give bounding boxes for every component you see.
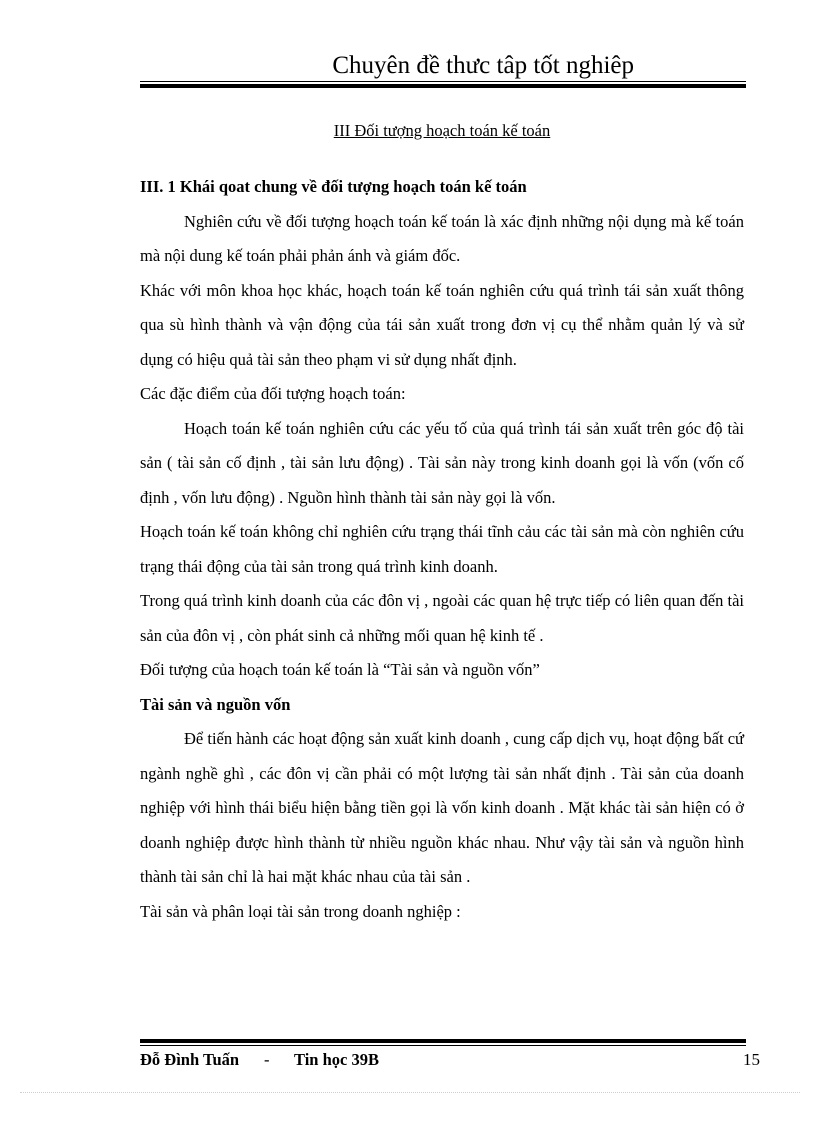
footer-rule-thin xyxy=(140,1045,746,1046)
paragraph: Đối tượng của hoạch toán kế toán là “Tài sản và nguồn vốn” xyxy=(140,660,540,679)
subsection-title: Tài sản và nguồn vốn xyxy=(140,694,291,714)
section-title: III Đối tượng hoạch toán kế toán xyxy=(333,121,551,140)
paragraph: Nghiên cứu về đối tượng hoạch toán kế toán là xác định những nội dụng mà kế toán mà nội dung kế toán phải phản ánh và giám đốc. xyxy=(140,211,744,265)
paragraph: Khác với môn khoa học khác, hoạch toán kế toán nghiên cứu quá trình tái sản xuất thông qua sù hình thành và vận động của tái sản xuất trong đơn vị cụ thể nhằm quản lý và sử dụng có hiệu quả tài sản theo phạm vi sử dụng nhất định. xyxy=(140,280,744,369)
paragraph: Các đặc điểm của đối tượng hoạch toán: xyxy=(140,384,406,403)
page-bottom-border xyxy=(20,1092,800,1093)
subheading: III. 1 Khái qoat chung về đối tượng hoạch toán kế toán xyxy=(140,177,527,196)
document-body xyxy=(140,112,744,929)
header-title: Chuyên đề thưc tâp tốt nghiêp xyxy=(332,52,634,79)
header-rule-thick xyxy=(140,84,746,88)
paragraph: Trong quá trình kinh doanh của các đôn vị , ngoài các quan hệ trực tiếp có liên quan đến tài sản của đôn vị , còn phát sinh cả những mối quan hệ kinh tế . xyxy=(140,591,744,645)
paragraph: Để tiến hành các hoạt động sản xuất kinh doanh , cung cấp dịch vụ, hoạt động bất cứ ngành nghề ghì , các đôn vị cần phải có một lượng tài sản nhất định . Tài sản của doanh nghiệp với hình thái biểu hiện bằng tiền gọi là vốn kinh doanh . Mặt khác tài sản hiện có ở doanh nghiệp được hình thành từ nhiều nguồn khác nhau. Như vậy tài sản và nguồn hình thành tài sản chỉ là hai mặt khác nhau của tài sản . xyxy=(140,729,744,886)
footer-separator: - xyxy=(264,1050,270,1069)
paragraph: Hoạch toán kế toán nghiên cứu các yếu tố của quá trình tái sản xuất trên góc độ tài sản ( tài sản cố định , tài sản lưu động) . Tài sản này trong kinh doanh gọi là vốn (vốn cố định , vốn lưu động) . Nguồn hình thành tài sản này gọi là vốn. xyxy=(140,418,744,507)
paragraph: Hoạch toán kế toán không chỉ nghiên cứu trạng thái tĩnh cảu các tài sản mà còn nghiên cứu trạng thái động của tài sản trong quá trình kinh doanh. xyxy=(140,522,744,576)
footer-author: Đỗ Đình Tuấn xyxy=(140,1050,240,1069)
paragraph: Tài sản và phân loại tài sản trong doanh nghiệp : xyxy=(140,901,461,921)
footer-class-name: Tin học 39B xyxy=(294,1050,379,1069)
footer-rule-thick xyxy=(140,1039,746,1043)
page-number: 15 xyxy=(743,1050,760,1069)
header-rule-thin xyxy=(140,81,746,82)
